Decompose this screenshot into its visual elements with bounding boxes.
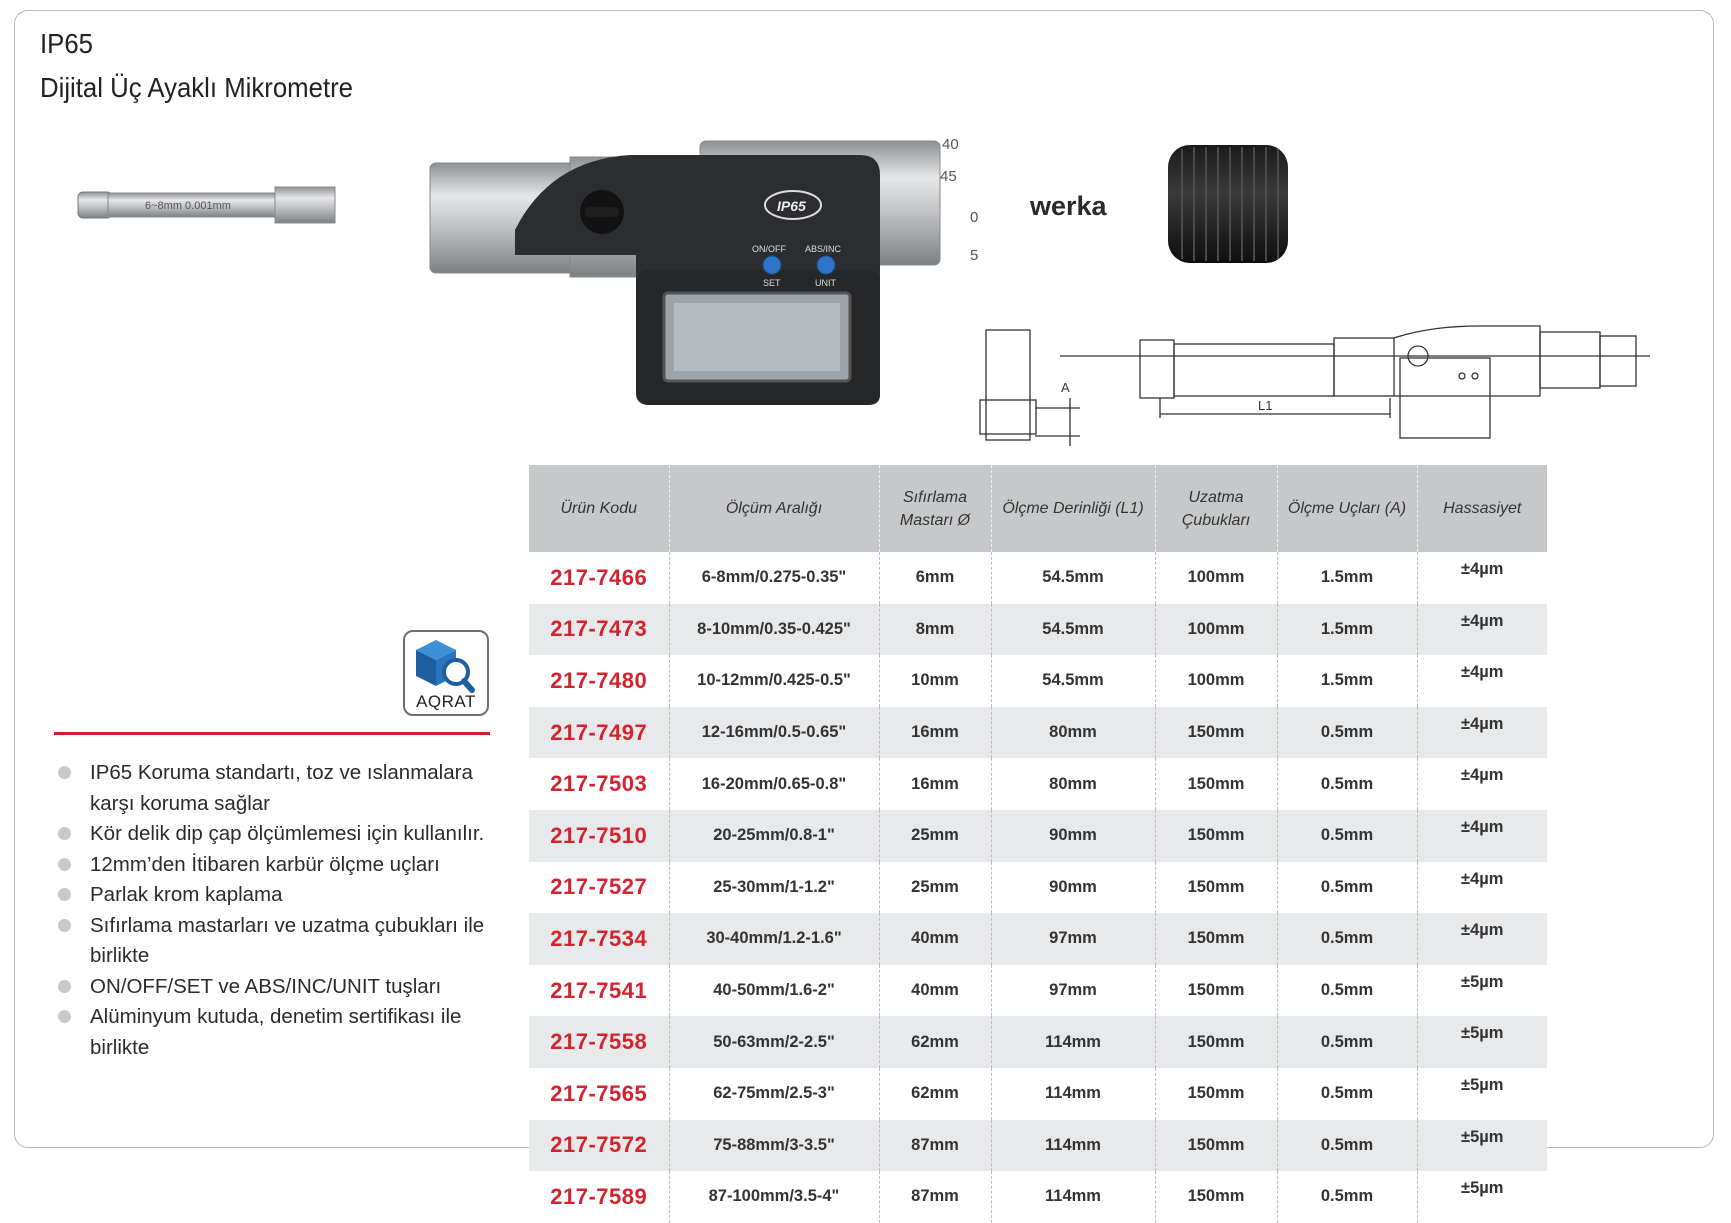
cell-range: 87-100mm/3.5-4": [669, 1171, 879, 1223]
bullet-icon: [58, 1010, 71, 1023]
table-row: [529, 552, 1547, 604]
page-title: IP65: [40, 28, 94, 59]
cell-accuracy: ±4µm: [1417, 707, 1547, 759]
feature-text: ON/OFF/SET ve ABS/INC/UNIT tuşları: [90, 974, 442, 998]
scale-tick-0: 40: [942, 136, 959, 153]
table-row: [529, 965, 1547, 1017]
bullet-icon: [58, 827, 71, 840]
cell-product-code: 217-7473: [529, 604, 669, 656]
cell-anvils: 0.5mm: [1277, 1016, 1417, 1068]
cell-range: 30-40mm/1.2-1.6": [669, 913, 879, 965]
cell-anvils: 0.5mm: [1277, 810, 1417, 862]
cell-accuracy: ±4µm: [1417, 655, 1547, 707]
cell-product-code: 217-7466: [529, 552, 669, 604]
cell-accuracy: ±4µm: [1417, 758, 1547, 810]
cell-depth: 114mm: [991, 1068, 1155, 1120]
feature-text: 12mm’den İtibaren karbür ölçme uçları: [90, 852, 440, 876]
cell-product-code: 217-7565: [529, 1068, 669, 1120]
spec-table: [529, 465, 1547, 1223]
cell-setting-ring: 25mm: [879, 862, 991, 914]
cell-extension-rods: 150mm: [1155, 758, 1277, 810]
table-row: [529, 655, 1547, 707]
cell-extension-rods: 100mm: [1155, 604, 1277, 656]
cell-product-code: 217-7503: [529, 758, 669, 810]
header-extension-rods: Uzatma Çubukları: [1155, 465, 1277, 552]
cell-range: 12-16mm/0.5-0.65": [669, 707, 879, 759]
feature-item: [58, 880, 498, 911]
button-onoff-label: ON/OFF: [752, 244, 786, 254]
cell-depth: 80mm: [991, 707, 1155, 759]
scale-tick-2: 0: [970, 209, 979, 226]
cell-extension-rods: 150mm: [1155, 1068, 1277, 1120]
aqrat-logo: [403, 630, 489, 716]
technical-drawings: [960, 318, 1680, 453]
feature-text: Alüminyum kutuda, denetim sertifikası ile birlikte: [90, 1005, 462, 1059]
bullet-icon: [58, 888, 71, 901]
feature-text: IP65 Koruma standartı, toz ve ıslanmalara karşı koruma sağlar: [90, 761, 473, 815]
cell-range: 20-25mm/0.8-1": [669, 810, 879, 862]
cell-product-code: 217-7558: [529, 1016, 669, 1068]
table-body: [529, 552, 1547, 1223]
cell-anvils: 0.5mm: [1277, 1068, 1417, 1120]
cell-range: 25-30mm/1-1.2": [669, 862, 879, 914]
table-row: [529, 810, 1547, 862]
button-set-label: SET: [763, 278, 781, 288]
cell-product-code: 217-7497: [529, 707, 669, 759]
cell-accuracy: ±4µm: [1417, 604, 1547, 656]
bullet-icon: [58, 919, 71, 932]
cell-extension-rods: 150mm: [1155, 965, 1277, 1017]
cell-depth: 80mm: [991, 758, 1155, 810]
feature-list: [58, 758, 498, 1063]
table-row: [529, 1068, 1547, 1120]
cell-depth: 54.5mm: [991, 604, 1155, 656]
cell-depth: 90mm: [991, 810, 1155, 862]
cell-setting-ring: 87mm: [879, 1120, 991, 1172]
cell-product-code: 217-7510: [529, 810, 669, 862]
cell-extension-rods: 150mm: [1155, 707, 1277, 759]
cell-depth: 90mm: [991, 862, 1155, 914]
cell-accuracy: ±5µm: [1417, 1068, 1547, 1120]
cell-depth: 97mm: [991, 913, 1155, 965]
scale-tick-1: 45: [940, 168, 957, 185]
cell-extension-rods: 150mm: [1155, 913, 1277, 965]
cell-product-code: 217-7572: [529, 1120, 669, 1172]
cell-anvils: 0.5mm: [1277, 965, 1417, 1017]
cell-accuracy: ±4µm: [1417, 862, 1547, 914]
cell-product-code: 217-7534: [529, 913, 669, 965]
cell-range: 16-20mm/0.65-0.8": [669, 758, 879, 810]
cell-setting-ring: 87mm: [879, 1171, 991, 1223]
header-accuracy: Hassasiyet: [1417, 465, 1547, 552]
cell-anvils: 0.5mm: [1277, 862, 1417, 914]
cell-depth: 97mm: [991, 965, 1155, 1017]
button-abs-label: ABS/INC: [805, 244, 842, 254]
brand-label: werka: [1030, 191, 1107, 221]
cell-extension-rods: 100mm: [1155, 655, 1277, 707]
cube-magnifier-icon: [406, 636, 486, 694]
cell-setting-ring: 8mm: [879, 604, 991, 656]
cell-depth: 114mm: [991, 1120, 1155, 1172]
cell-range: 8-10mm/0.35-0.425": [669, 604, 879, 656]
cell-setting-ring: 10mm: [879, 655, 991, 707]
table-row: [529, 758, 1547, 810]
cell-range: 6-8mm/0.275-0.35": [669, 552, 879, 604]
button-unit-label: UNIT: [815, 278, 836, 288]
cell-anvils: 1.5mm: [1277, 552, 1417, 604]
page-subtitle: Dijital Üç Ayaklı Mikrometre: [40, 72, 354, 103]
table-header-row: [529, 465, 1547, 552]
dim-l1-label: L1: [1258, 398, 1273, 413]
cell-range: 10-12mm/0.425-0.5": [669, 655, 879, 707]
probe-marking: 6~8mm 0.001mm: [145, 200, 231, 212]
header-range: Ölçüm Aralığı: [669, 465, 879, 552]
cell-product-code: 217-7480: [529, 655, 669, 707]
logo-text: AQRAT: [416, 692, 476, 711]
bullet-icon: [58, 858, 71, 871]
cell-accuracy: ±5µm: [1417, 1171, 1547, 1223]
cell-anvils: 0.5mm: [1277, 913, 1417, 965]
table-row: [529, 604, 1547, 656]
cell-setting-ring: 16mm: [879, 758, 991, 810]
cell-anvils: 0.5mm: [1277, 1171, 1417, 1223]
header-setting-ring: Sıfırlama Mastarı Ø: [879, 465, 991, 552]
cell-extension-rods: 150mm: [1155, 810, 1277, 862]
cell-extension-rods: 150mm: [1155, 862, 1277, 914]
cell-anvils: 0.5mm: [1277, 758, 1417, 810]
feature-item: [58, 972, 498, 1003]
bullet-icon: [58, 766, 71, 779]
cell-anvils: 0.5mm: [1277, 707, 1417, 759]
section-divider: [54, 732, 490, 735]
cell-depth: 114mm: [991, 1016, 1155, 1068]
cell-anvils: 1.5mm: [1277, 655, 1417, 707]
cell-accuracy: ±5µm: [1417, 1016, 1547, 1068]
table-row: [529, 1171, 1547, 1223]
header-depth: Ölçme Derinliği (L1): [991, 465, 1155, 552]
cell-anvils: 0.5mm: [1277, 1120, 1417, 1172]
cell-extension-rods: 150mm: [1155, 1120, 1277, 1172]
feature-item: [58, 911, 498, 972]
feature-text: Kör delik dip çap ölçümlemesi için kullanılır.: [90, 822, 485, 845]
table-row: [529, 707, 1547, 759]
cell-extension-rods: 150mm: [1155, 1171, 1277, 1223]
cell-setting-ring: 40mm: [879, 965, 991, 1017]
cell-setting-ring: 6mm: [879, 552, 991, 604]
dim-a-label: A: [1061, 380, 1070, 395]
ip65-badge: IP65: [777, 198, 806, 214]
cell-accuracy: ±4µm: [1417, 552, 1547, 604]
cell-accuracy: ±4µm: [1417, 810, 1547, 862]
cell-setting-ring: 25mm: [879, 810, 991, 862]
cell-range: 62-75mm/2.5-3": [669, 1068, 879, 1120]
scale-tick-3: 5: [970, 247, 979, 264]
cell-accuracy: ±4µm: [1417, 913, 1547, 965]
feature-item: [58, 850, 498, 881]
feature-item: [58, 1002, 498, 1063]
bullet-icon: [58, 980, 71, 993]
cell-setting-ring: 16mm: [879, 707, 991, 759]
cell-range: 40-50mm/1.6-2": [669, 965, 879, 1017]
feature-item: [58, 819, 498, 850]
cell-product-code: 217-7541: [529, 965, 669, 1017]
cell-accuracy: ±5µm: [1417, 965, 1547, 1017]
cell-extension-rods: 100mm: [1155, 552, 1277, 604]
cell-depth: 54.5mm: [991, 552, 1155, 604]
header-anvils: Ölçme Uçları (A): [1277, 465, 1417, 552]
cell-product-code: 217-7589: [529, 1171, 669, 1223]
header-product-code: Ürün Kodu: [529, 465, 669, 552]
feature-text: Parlak krom kaplama: [90, 883, 283, 906]
table-row: [529, 1120, 1547, 1172]
table-row: [529, 1016, 1547, 1068]
cell-setting-ring: 62mm: [879, 1016, 991, 1068]
cell-depth: 114mm: [991, 1171, 1155, 1223]
cell-range: 75-88mm/3-3.5": [669, 1120, 879, 1172]
cell-setting-ring: 62mm: [879, 1068, 991, 1120]
feature-item: [58, 758, 498, 819]
feature-text: Sıfırlama mastarları ve uzatma çubukları ile birlikte: [90, 913, 485, 967]
table-row: [529, 862, 1547, 914]
cell-product-code: 217-7527: [529, 862, 669, 914]
cell-extension-rods: 150mm: [1155, 1016, 1277, 1068]
cell-depth: 54.5mm: [991, 655, 1155, 707]
cell-setting-ring: 40mm: [879, 913, 991, 965]
table-row: [529, 913, 1547, 965]
cell-accuracy: ±5µm: [1417, 1120, 1547, 1172]
cell-anvils: 1.5mm: [1277, 604, 1417, 656]
cell-range: 50-63mm/2-2.5": [669, 1016, 879, 1068]
